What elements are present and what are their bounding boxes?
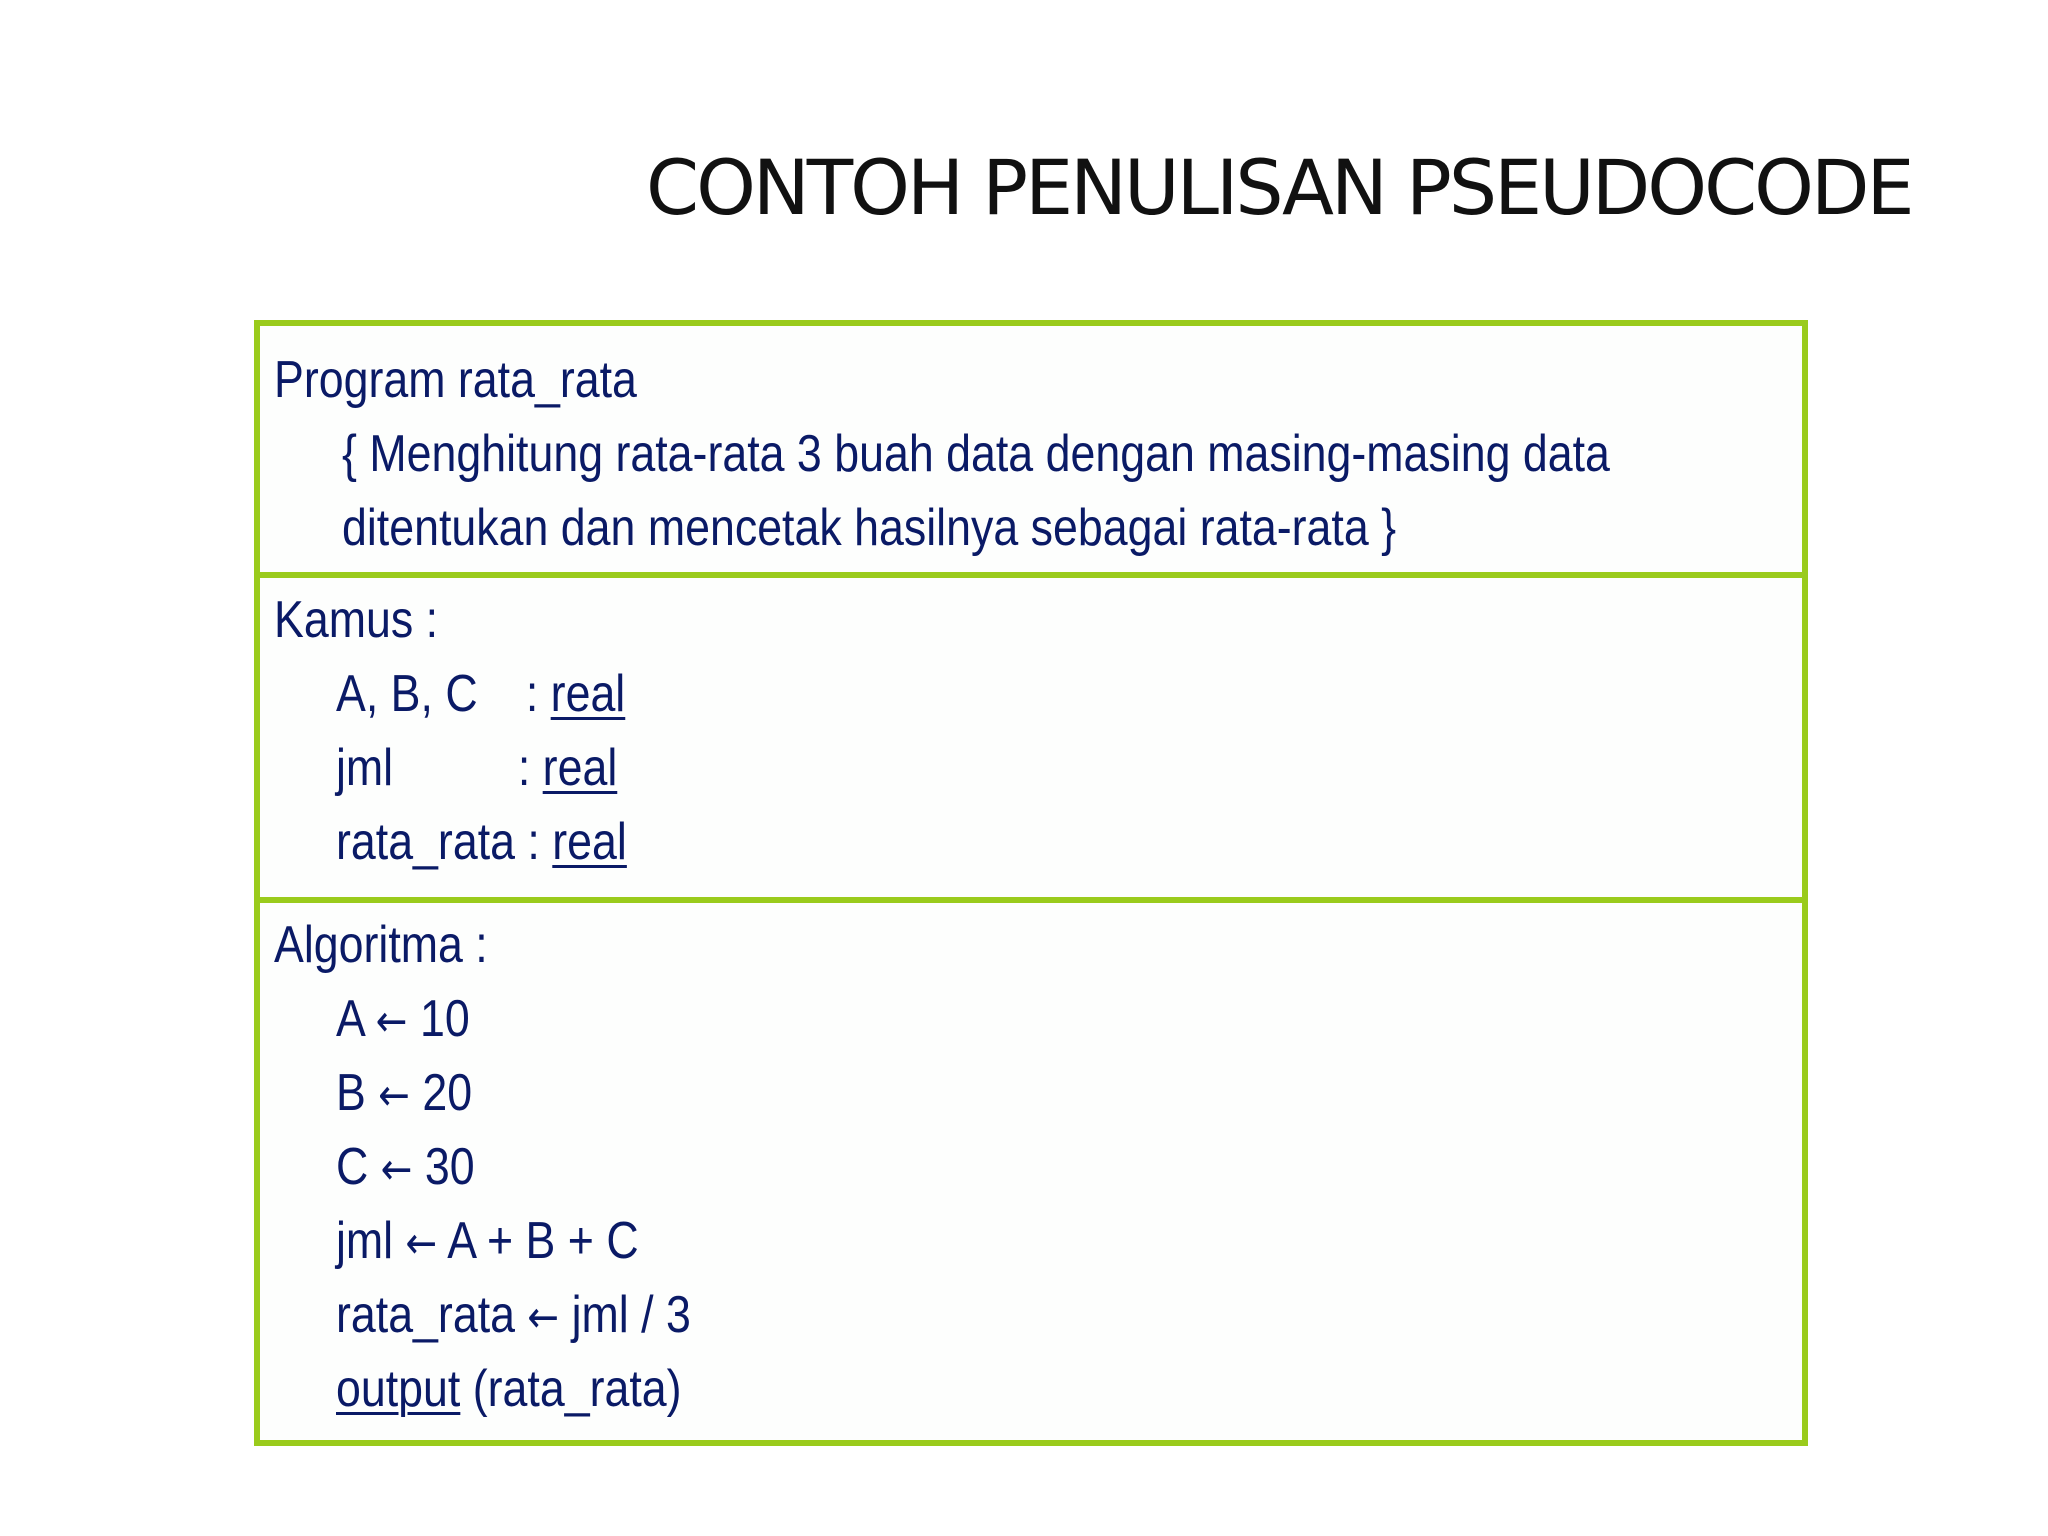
assignment-lhs: A (336, 990, 364, 1048)
kamus-entry-sep: : (527, 813, 540, 871)
slide-title: CONTOH PENULISAN PSEUDOCODE (646, 143, 1912, 232)
assignment-lhs: C (336, 1138, 369, 1196)
assign-arrow-icon: ← (375, 996, 408, 1047)
kamus-entry (336, 813, 627, 871)
program-section (260, 326, 1802, 572)
kamus-entry (336, 665, 626, 723)
kamus-entry-name: jml (336, 739, 394, 797)
assignment-rhs: 30 (424, 1138, 475, 1196)
assignment-lhs: B (336, 1064, 366, 1122)
assignment-line (336, 1286, 691, 1344)
assign-arrow-icon: ← (380, 1144, 413, 1195)
output-line (336, 1360, 682, 1418)
program-comment-line-2: ditentukan dan mencetak hasilnya sebagai rata-rata } (342, 499, 1397, 557)
assignment-rhs: A + B + C (447, 1212, 639, 1270)
output-keyword: output (336, 1360, 461, 1418)
kamus-entry-name: rata_rata (336, 813, 516, 871)
assignment-line (336, 1212, 639, 1270)
assign-arrow-icon: ← (378, 1070, 410, 1121)
pseudocode-box (254, 320, 1808, 1446)
assignment-rhs: 10 (419, 990, 470, 1048)
assignment-line (336, 990, 470, 1048)
assign-arrow-icon: ← (405, 1218, 438, 1269)
assign-arrow-icon: ← (527, 1292, 560, 1343)
kamus-entry-type: real (552, 813, 627, 871)
kamus-entry (336, 739, 618, 797)
program-comment-line-1: { Menghitung rata-rata 3 buah data dengan masing-masing data (342, 425, 1610, 483)
assignment-rhs: 20 (422, 1064, 473, 1122)
kamus-entry-sep: : (517, 739, 531, 797)
assignment-line (336, 1064, 473, 1122)
program-header: Program rata_rata (274, 351, 637, 409)
assignment-line (336, 1138, 475, 1196)
algoritma-header: Algoritma : (274, 916, 488, 974)
kamus-entry-type: real (550, 665, 626, 723)
kamus-entry-type: real (542, 739, 618, 797)
algoritma-section (260, 897, 1802, 1440)
kamus-entry-sep: : (525, 665, 539, 723)
assignment-lhs: jml (336, 1212, 394, 1270)
kamus-section (260, 572, 1802, 897)
assignment-lhs: rata_rata (336, 1286, 516, 1344)
kamus-entry-name: A, B, C (336, 665, 478, 723)
kamus-header: Kamus : (274, 591, 439, 649)
assignment-rhs: jml / 3 (571, 1286, 691, 1344)
output-args: (rata_rata) (472, 1360, 682, 1418)
